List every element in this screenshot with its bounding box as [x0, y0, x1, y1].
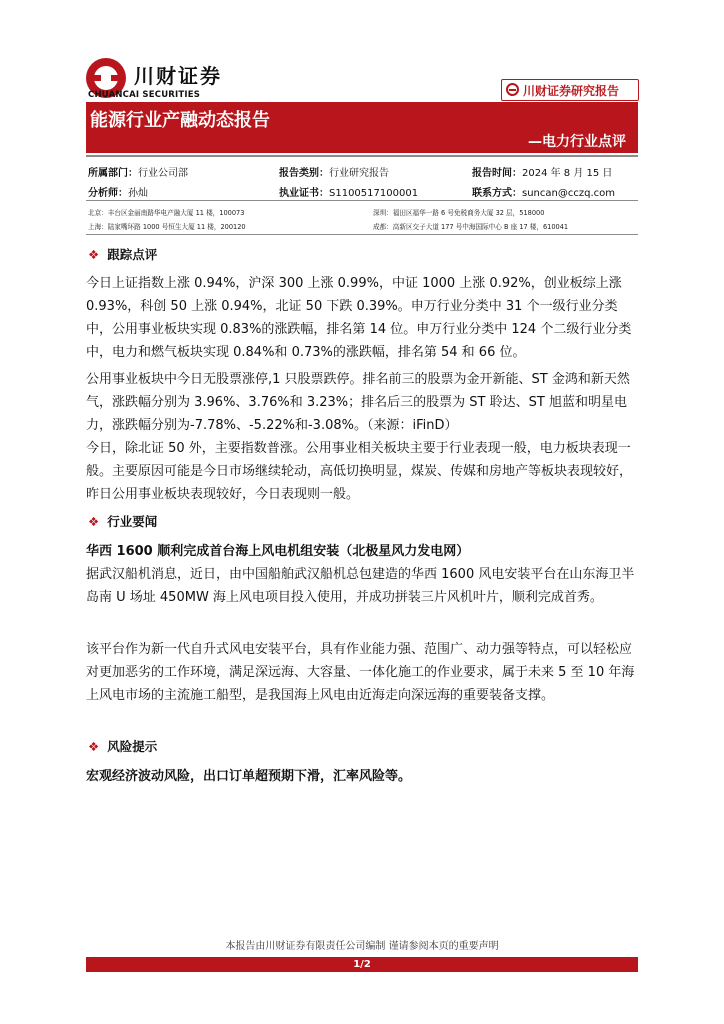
logo-english-name: CHUANCAI SECURITIES: [88, 90, 201, 100]
risk-text: 宏观经济波动风险，出口订单超预期下滑，汇率风险等。: [86, 769, 412, 784]
logo-chinese-name: 川财证券: [134, 64, 222, 88]
diamond-bullet-icon: ❖: [88, 247, 100, 262]
review-paragraph-2: 公用事业板块中今日无股票涨停,1 只股票跌停。排名前三的股票为金开新能、ST 金鸿和新天然气，涨跌幅分别为 3.96%、3.76%和 3.23%；排名后三的股票为 ST 聆达、ST 旭蓝和明星电力，涨跌幅分别为-7.78%、-5.22%和-3.08%。（来源：iFinD）: [86, 372, 630, 433]
analyst-value: 孙灿: [128, 188, 148, 199]
report-subtitle: —电力行业点评: [528, 134, 626, 150]
address-shenzhen: 深圳：福田区福华一路 6 号免税商务大厦 32 层，518000: [373, 209, 545, 217]
analyst-field: [88, 184, 148, 199]
review-paragraph-3: 今日，除北证 50 外，主要指数普涨。公用事业相关板块主要于行业表现一般，电力板块表现一般。主要原因可能是今日市场继续轮动，高低切换明显，煤炭、传媒和房地产等板块表现较好，昨日公用事业板块表现较好，今日表现则一般。: [86, 441, 633, 502]
news-headline: 华西 1600 顺利完成首台海上风电机组安装（北极星风力发电网）: [86, 544, 470, 559]
diamond-bullet-icon: ❖: [88, 739, 100, 754]
report-type-label: 报告类别：: [279, 168, 329, 179]
news-paragraph-2: 该平台作为新一代自升式风电安装平台，具有作业能力强、范围广、动力强等特点，可以轻松应对更加恶劣的工作环境，满足深远海、大容量、一体化施工的作业要求，属于未来 5 至 10 年海上风电市场的主流施工船型，是我国海上风电由近海走向深远海的重要装备支撑。: [86, 642, 635, 703]
section-heading-review: [88, 245, 157, 263]
meta-bottom-divider: [86, 200, 638, 201]
report-time-value: 2024 年 8 月 15 日: [522, 168, 613, 179]
contact-label: 联系方式：: [472, 188, 522, 199]
department-value: 行业公司部: [138, 168, 188, 179]
diamond-bullet-icon: ❖: [88, 514, 100, 529]
section-heading-review-label: 跟踪点评: [107, 247, 158, 262]
address-chengdu: 成都：高新区交子大道 177 号中海国际中心 B 座 17 楼，610041: [373, 223, 569, 231]
report-type-value: 行业研究报告: [329, 168, 389, 179]
news-paragraph-1: 据武汉船机消息，近日，由中国船舶武汉船机总包建造的华西 1600 风电安装平台在山东海卫半岛南 U 场址 450MW 海上风电项目投入使用，并成功拼装三片风机叶片，顺利完成首秀。: [86, 567, 635, 605]
section-heading-news: [88, 512, 157, 530]
address-divider: [86, 234, 638, 235]
license-value: S1100517100001: [329, 188, 419, 199]
contact-value[interactable]: suncan@cczq.com: [522, 188, 615, 199]
brand-logo-icon: [506, 83, 519, 96]
brand-tag-label: 川财证券研究报告: [523, 84, 620, 98]
contact-field: [472, 184, 615, 199]
department-field: [88, 164, 188, 179]
section-heading-news-label: 行业要闻: [107, 514, 158, 529]
section-heading-risk-label: 风险提示: [107, 739, 158, 754]
footer-disclaimer: 本报告由川财证券有限责任公司编制 谨请参阅本页的重要声明: [225, 941, 499, 952]
meta-top-divider: [86, 155, 638, 157]
section-heading-risk: [88, 737, 157, 755]
license-label: 执业证书：: [279, 188, 329, 199]
department-label: 所属部门：: [88, 168, 138, 179]
brand-tag: [501, 79, 639, 101]
report-type-field: [279, 164, 389, 179]
report-title: 能源行业产融动态报告: [90, 110, 270, 131]
license-field: [279, 184, 418, 199]
address-beijing: 北京：丰台区金丽南路华电产融大厦 11 楼，100073: [88, 209, 245, 217]
review-paragraph-1: 今日上证指数上涨 0.94%，沪深 300 上涨 0.99%，中证 1000 上涨 0.92%，创业板综上涨 0.93%，科创 50 上涨 0.94%，北证 50 下跌 0.39%。申万行业分类中 31 个一级行业分类中，公用事业板块实现 0.83%的涨跌幅，排名第 14 位。申万行业分类中 124 个二级行业分类中，电力和燃气板块实现 0.84%和 0.73%的涨跌幅，排名第 54 和 66 位。: [86, 276, 632, 360]
report-time-label: 报告时间：: [472, 168, 522, 179]
page-number: 1/2: [353, 959, 371, 970]
analyst-label: 分析师：: [88, 188, 128, 199]
address-shanghai: 上海：陆家嘴环路 1000 号恒生大厦 11 楼，200120: [88, 223, 246, 231]
report-time-field: [472, 164, 612, 179]
